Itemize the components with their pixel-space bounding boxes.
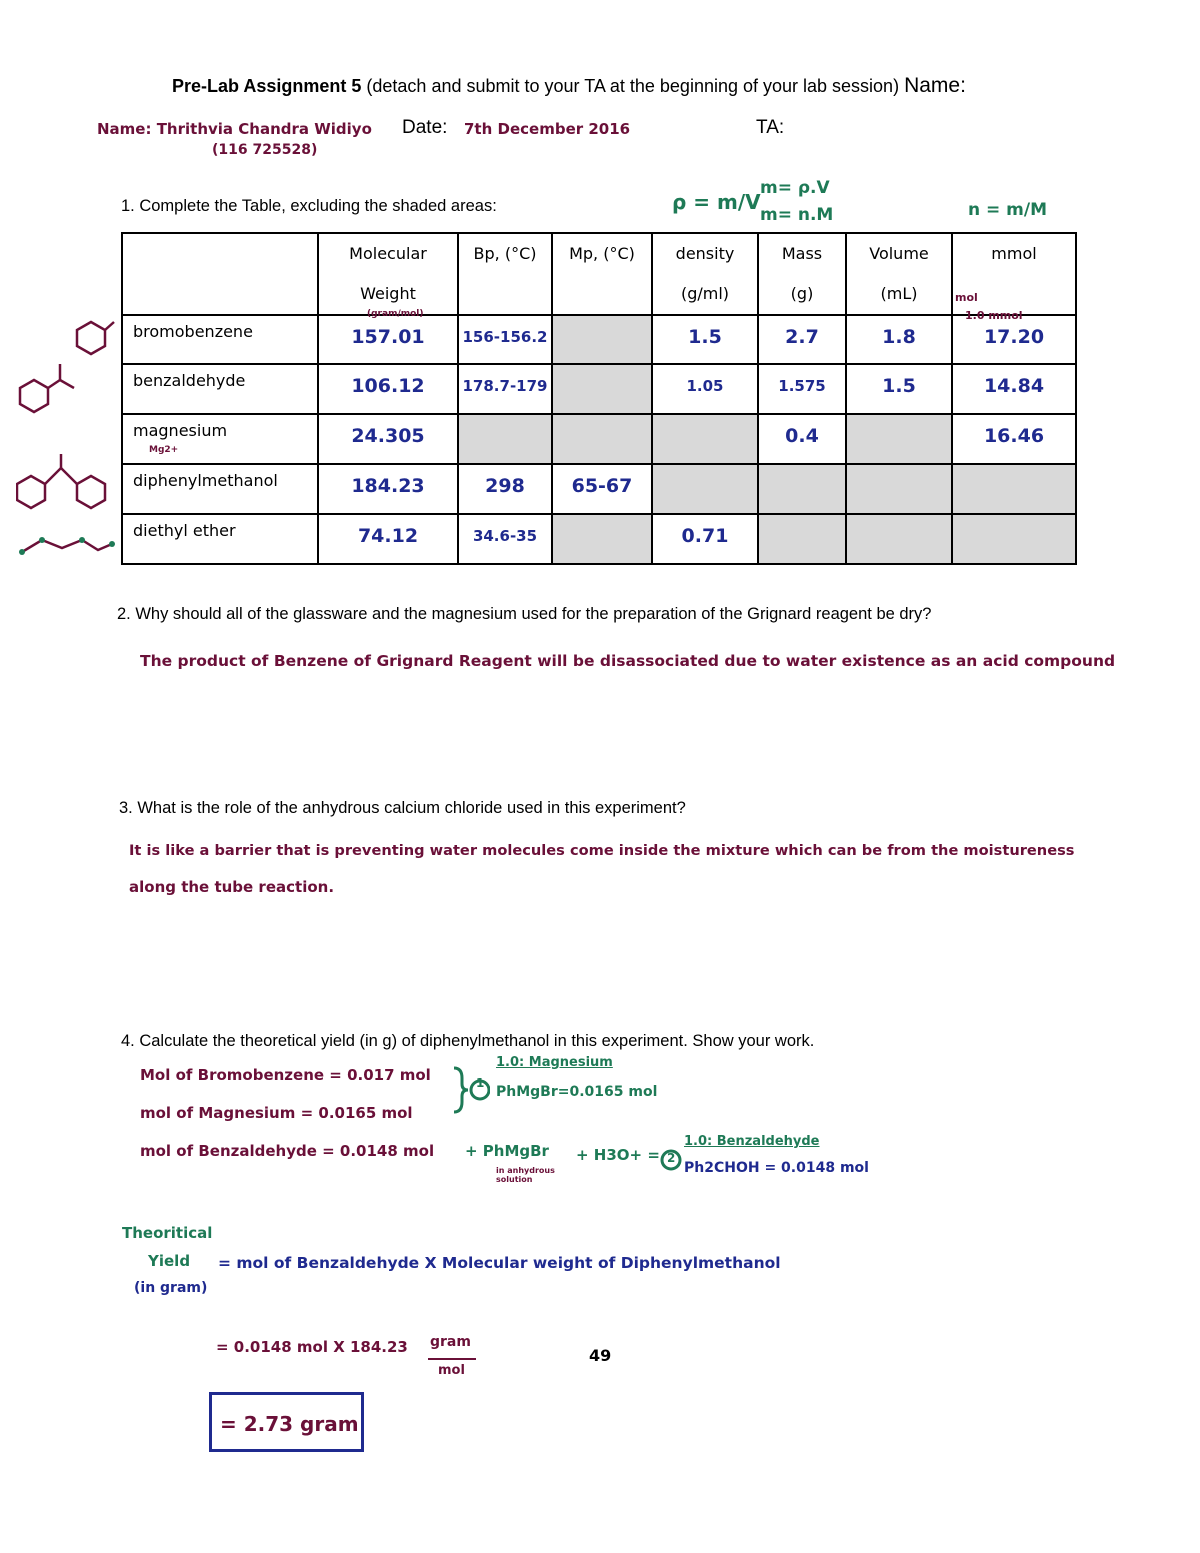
calc-unit-bottom: mol <box>438 1363 465 1378</box>
table-row <box>122 464 1076 514</box>
step2-bottom: Ph2CHOH = 0.0148 mol <box>684 1160 869 1176</box>
header-cell-bp: Bp, (°C) <box>458 233 552 315</box>
phmgbr-note: in anhydrous solution <box>496 1166 555 1184</box>
cell-bp-shaded <box>458 414 552 464</box>
q4-line2: mol of Magnesium = 0.0165 mol <box>140 1104 413 1122</box>
header-cell-empty <box>122 233 318 315</box>
diphenylmethanol-ring1-icon <box>17 476 45 508</box>
page-number: 49 <box>589 1346 612 1365</box>
cell-volume: 1.8 <box>846 315 952 364</box>
step1-num: 1 <box>476 1076 485 1090</box>
cell-mw: 24.305 <box>318 414 458 464</box>
row-name: diphenylmethanol <box>122 464 318 514</box>
row-name: benzaldehyde <box>122 364 318 414</box>
cell-density: 1.5 <box>652 315 758 364</box>
row-name: magnesium Mg2+ <box>122 414 318 464</box>
cell-mass: 2.7 <box>758 315 846 364</box>
title-rest: (detach and submit to your TA at the beginning of your lab session) <box>366 76 900 96</box>
plus-phmgbr: + PhMgBr <box>465 1142 549 1160</box>
bromobenzene-structure-icon <box>77 322 105 354</box>
table-header-row <box>122 233 1076 315</box>
q1-prompt: 1. Complete the Table, excluding the shaded areas: <box>121 197 497 215</box>
header-cell-mmol: mmol mol 1.0 mmol <box>952 233 1076 315</box>
calc-left: = 0.0148 mol X 184.23 <box>216 1338 408 1356</box>
cell-mp-shaded <box>552 364 652 414</box>
cell-density: 0.71 <box>652 514 758 564</box>
mw-unit: (gram/mol) <box>367 309 424 319</box>
cell-bp: 156-156.2 <box>458 315 552 364</box>
cell-volume-shaded <box>846 514 952 564</box>
q3-answer-line2: along the tube reaction. <box>129 878 335 896</box>
diphenylmethanol-ring2-icon <box>77 476 105 508</box>
student-id: (116 725528) <box>212 142 318 158</box>
cell-mw: 184.23 <box>318 464 458 514</box>
formula-mmol: n = m/M <box>968 200 1048 220</box>
name-label: Name: <box>904 74 966 97</box>
cell-mw: 106.12 <box>318 364 458 414</box>
step1-bottom: PhMgBr=0.0165 mol <box>496 1084 658 1100</box>
step2-num: 2 <box>667 1151 676 1165</box>
table-row <box>122 364 1076 414</box>
q4-line1: Mol of Bromobenzene = 0.017 mol <box>140 1066 431 1084</box>
cell-mmol: 14.84 <box>952 364 1076 414</box>
header-cell-mw: Molecular Weight (gram/mol) <box>318 233 458 315</box>
formula-density: ρ = m/V <box>672 190 761 214</box>
cell-volume-shaded <box>846 464 952 514</box>
plus-h3o: + H3O+ = <box>576 1146 660 1164</box>
formula-mass-2: m= n.M <box>760 205 834 225</box>
student-name: Name: Thrithvia Chandra Widiyo <box>97 120 372 138</box>
theo-label-2: Yield <box>148 1252 191 1270</box>
cell-bp: 34.6-35 <box>458 514 552 564</box>
cell-mass-shaded <box>758 514 846 564</box>
structure-drawings <box>16 308 116 568</box>
theo-label-1: Theoritical <box>122 1224 213 1242</box>
page-title <box>172 74 966 98</box>
cell-bp: 298 <box>458 464 552 514</box>
result: = 2.73 gram <box>220 1412 359 1436</box>
header-cell-volume: Volume (mL) <box>846 233 952 315</box>
cell-mass-shaded <box>758 464 846 514</box>
theo-label-3: (in gram) <box>134 1280 208 1296</box>
mmol-note-1: mol <box>955 291 978 304</box>
row-name: diethyl ether <box>122 514 318 564</box>
calc-unit-top: gram <box>430 1334 471 1350</box>
properties-table <box>121 232 1077 565</box>
q2-answer: The product of Benzene of Grignard Reagent will be disassociated due to water existence as an acid compound <box>140 652 1116 670</box>
cell-mmol: 16.46 <box>952 414 1076 464</box>
cell-bp: 178.7-179 <box>458 364 552 414</box>
benzaldehyde-structure-icon <box>20 380 48 412</box>
step1-top: 1.0: Magnesium <box>496 1055 613 1070</box>
theo-formula: = mol of Benzaldehyde X Molecular weight of Diphenylmethanol <box>218 1254 781 1272</box>
cell-mass: 0.4 <box>758 414 846 464</box>
q4-line3: mol of Benzaldehyde = 0.0148 mol <box>140 1142 435 1160</box>
ta-label: TA: <box>756 117 785 138</box>
header-cell-density: density (g/ml) <box>652 233 758 315</box>
cell-mmol: 17.20 <box>952 315 1076 364</box>
cell-volume-shaded <box>846 414 952 464</box>
cell-mp-shaded <box>552 315 652 364</box>
cell-mp: 65-67 <box>552 464 652 514</box>
row-name: bromobenzene <box>122 315 318 364</box>
cell-density: 1.05 <box>652 364 758 414</box>
formula-mass-1: m= ρ.V <box>760 178 830 198</box>
cell-volume: 1.5 <box>846 364 952 414</box>
header-cell-mass: Mass (g) <box>758 233 846 315</box>
title-bold: Pre-Lab Assignment 5 <box>172 76 362 96</box>
q4-prompt: 4. Calculate the theoretical yield (in g) of diphenylmethanol in this experiment. Show your work. <box>121 1032 815 1050</box>
cell-mw: 157.01 <box>318 315 458 364</box>
mmol-note-2: 1.0 mmol <box>965 309 1023 322</box>
cell-density-shaded <box>652 414 758 464</box>
date-value: 7th December 2016 <box>464 120 631 138</box>
cell-density-shaded <box>652 464 758 514</box>
table-row <box>122 414 1076 464</box>
cell-mp-shaded <box>552 514 652 564</box>
step2-top: 1.0: Benzaldehyde <box>684 1134 820 1149</box>
header-cell-mp: Mp, (°C) <box>552 233 652 315</box>
table-row <box>122 315 1076 364</box>
diethyl-ether-structure-icon <box>22 540 112 552</box>
cell-mmol-shaded <box>952 464 1076 514</box>
table-row <box>122 514 1076 564</box>
magnesium-note: Mg2+ <box>149 445 179 455</box>
q2-prompt: 2. Why should all of the glassware and the magnesium used for the preparation of the Grignard reagent be dry? <box>117 605 932 623</box>
cell-mass: 1.575 <box>758 364 846 414</box>
cell-mmol-shaded <box>952 514 1076 564</box>
cell-mp-shaded <box>552 414 652 464</box>
q3-prompt: 3. What is the role of the anhydrous calcium chloride used in this experiment? <box>119 799 686 817</box>
date-label: Date: <box>402 117 448 138</box>
q3-answer-line1: It is like a barrier that is preventing water molecules come inside the mixture which can be from the moistureness <box>129 842 1075 859</box>
fraction-bar <box>428 1358 476 1360</box>
cell-mw: 74.12 <box>318 514 458 564</box>
brace-icon <box>450 1064 490 1116</box>
